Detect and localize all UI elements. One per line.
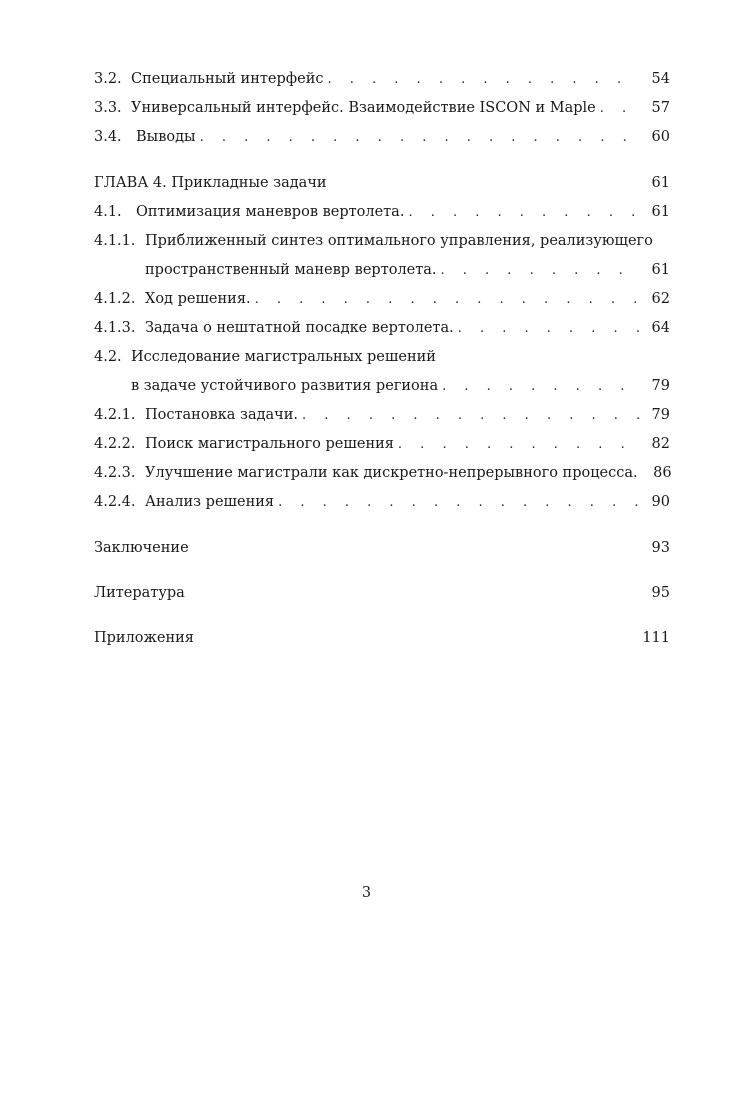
- toc-entry-4-2-4: [94, 491, 670, 513]
- toc-entry-page: 61: [651, 262, 670, 278]
- toc-entry-title: Универсальный интерфейс. Взаимодействие ISCON и Maple: [131, 100, 596, 116]
- toc-entry-title: Оптимизация маневров вертолета.: [136, 204, 405, 220]
- toc-entry-number: 3.4.: [94, 129, 122, 145]
- toc-entry-page: 93: [651, 540, 670, 556]
- toc-entry-number: 4.2.2.: [94, 436, 136, 452]
- toc-entry-3-2: [94, 68, 670, 90]
- toc-entry-page: 61: [651, 204, 670, 220]
- toc-entry-number: 4.1.3.: [94, 320, 136, 336]
- dot-leader: [398, 434, 640, 456]
- dot-leader: [328, 69, 641, 91]
- dot-leader: [200, 127, 640, 149]
- toc-entry-number: 4.2.1.: [94, 407, 136, 423]
- toc-entry-title: Выводы: [136, 129, 196, 145]
- toc-entry-number: 4.1.2.: [94, 291, 136, 307]
- toc-entry-4-2-3: [94, 462, 670, 484]
- toc-entry-title: Улучшение магистрали как дискретно-непрерывного процесса.: [145, 465, 638, 481]
- toc-entry-number: 4.2.4.: [94, 494, 136, 510]
- toc-entry-page: 95: [651, 585, 670, 601]
- toc-entry-title: Постановка задачи.: [145, 407, 299, 423]
- toc-entry-title-continuation: пространственный маневр вертолета.: [145, 262, 437, 278]
- dot-leader: [408, 202, 640, 224]
- toc-entry-number: 3.3.: [94, 100, 122, 116]
- toc-entry-number: 4.1.: [94, 204, 122, 220]
- toc-chapter-title: Литература: [94, 585, 185, 601]
- toc-entry-title: Исследование магистральных решений: [131, 349, 436, 365]
- toc-entry-4-1: [94, 201, 670, 223]
- toc-entry-page: 54: [651, 71, 670, 87]
- toc-entry-4-1-1-cont: [145, 259, 670, 281]
- dot-leader: [600, 98, 640, 120]
- toc-entry-title: Специальный интерфейс: [131, 71, 324, 87]
- toc-entry-page: 79: [651, 378, 670, 394]
- toc-entry-title: Ход решения.: [145, 291, 251, 307]
- dot-leader: [255, 289, 640, 311]
- toc-entry-page: 64: [651, 320, 670, 336]
- toc-entry-4-2-2: [94, 433, 670, 455]
- dot-leader: [458, 318, 640, 340]
- toc-chapter-title: Заключение: [94, 540, 189, 556]
- toc-entry-title: Приближенный синтез оптимального управления, реализующего: [145, 233, 653, 249]
- toc-entry-title-continuation: в задаче устойчивого развития региона: [131, 378, 439, 394]
- toc-entry-4-2-cont: [131, 375, 670, 397]
- toc-entry-title: Анализ решения: [145, 494, 275, 510]
- dot-leader: [441, 260, 640, 282]
- toc-entry-page: 61: [651, 175, 670, 191]
- toc-entry-page: 90: [651, 494, 670, 510]
- toc-entry-title: Задача о нештатной посадке вертолета.: [145, 320, 454, 336]
- toc-entry-page: 111: [642, 630, 670, 646]
- toc-chapter-title: ГЛАВА 4. Прикладные задачи: [94, 175, 327, 191]
- toc-appendices: [94, 627, 670, 649]
- dot-leader: [302, 405, 640, 427]
- toc-entry-page: 82: [651, 436, 670, 452]
- toc-entry-4-2: [94, 346, 670, 368]
- page-number: 3: [361, 885, 372, 901]
- toc-chapter-title: Приложения: [94, 630, 194, 646]
- toc-entry-page: 60: [651, 129, 670, 145]
- toc-entry-number: 4.2.3.: [94, 465, 136, 481]
- toc-entry-page: 57: [651, 100, 670, 116]
- toc-literature: [94, 582, 670, 604]
- toc-entry-4-1-1: [94, 230, 670, 252]
- toc-entry-page: 79: [651, 407, 670, 423]
- dot-leader: [278, 492, 640, 514]
- toc-entry-title: Поиск магистрального решения: [145, 436, 394, 452]
- toc-entry-page: 62: [651, 291, 670, 307]
- toc-entry-page: 86: [653, 465, 672, 481]
- toc-chapter-4: [94, 172, 670, 194]
- toc-entry-3-4: [94, 126, 670, 148]
- toc-entry-number: 4.2.: [94, 349, 122, 365]
- toc-conclusion: [94, 537, 670, 559]
- toc-entry-4-1-2: [94, 288, 670, 310]
- toc-entry-number: 4.1.1.: [94, 233, 136, 249]
- toc-entry-3-3: [94, 97, 670, 119]
- dot-leader: [442, 376, 640, 398]
- toc-entry-4-1-3: [94, 317, 670, 339]
- toc-entry-4-2-1: [94, 404, 670, 426]
- toc-entry-number: 3.2.: [94, 71, 122, 87]
